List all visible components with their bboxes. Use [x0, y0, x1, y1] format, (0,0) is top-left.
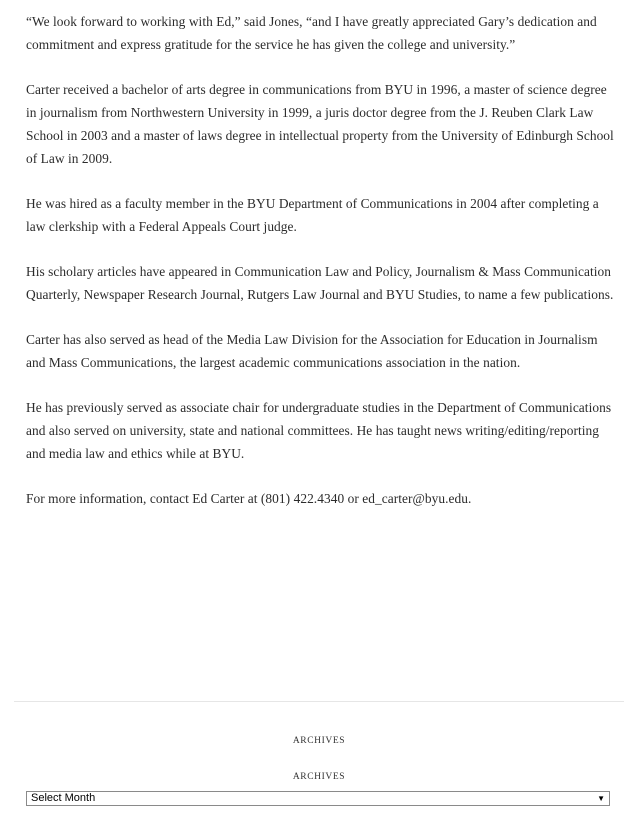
article-paragraph: He has previously served as associate chair for undergraduate studies in the Department of Communications and also served on university, state and national committees. He has taught news writing/editing/reporting and media law and ethics while at BYU.	[26, 400, 612, 461]
archives-select-label: ARCHIVES	[292, 772, 346, 782]
footer-divider	[14, 701, 624, 702]
article-paragraph: His scholary articles have appeared in Communication Law and Policy, Journalism & Mass Communication Quarterly, Newspaper Research Journal, Rutgers Law Journal and BYU Studies, to name a few publications.	[26, 264, 614, 302]
archives-widget-title: ARCHIVES	[292, 736, 346, 746]
article-paragraph: “We look forward to working with Ed,” said Jones, “and I have greatly appreciated Gary’s dedication and commitment and express gratitude for the service he has given the college and university.”	[26, 14, 597, 52]
article-paragraph: Carter has also served as head of the Media Law Division for the Association for Education in Journalism and Mass Communications, the largest academic communications association in the nation.	[26, 332, 598, 370]
archives-select-value: Select Month	[31, 792, 96, 804]
article-body	[26, 10, 616, 532]
article-paragraph: He was hired as a faculty member in the BYU Department of Communications in 2004 after completing a law clerkship with a Federal Appeals Court judge.	[26, 196, 599, 234]
article-paragraph: For more information, contact Ed Carter at (801) 422.4340 or ed_carter@byu.edu.	[26, 491, 472, 506]
archives-month-select[interactable]	[26, 791, 610, 806]
dropdown-arrow-icon: ▼	[597, 794, 605, 803]
article-paragraph: Carter received a bachelor of arts degree in communications from BYU in 1996, a master of science degree in journalism from Northwestern University in 1999, a juris doctor degree from the J. Reuben Clark Law School in 2003 and a master of laws degree in intellectual property from the University of Edinburgh School of Law in 2009.	[26, 82, 614, 166]
